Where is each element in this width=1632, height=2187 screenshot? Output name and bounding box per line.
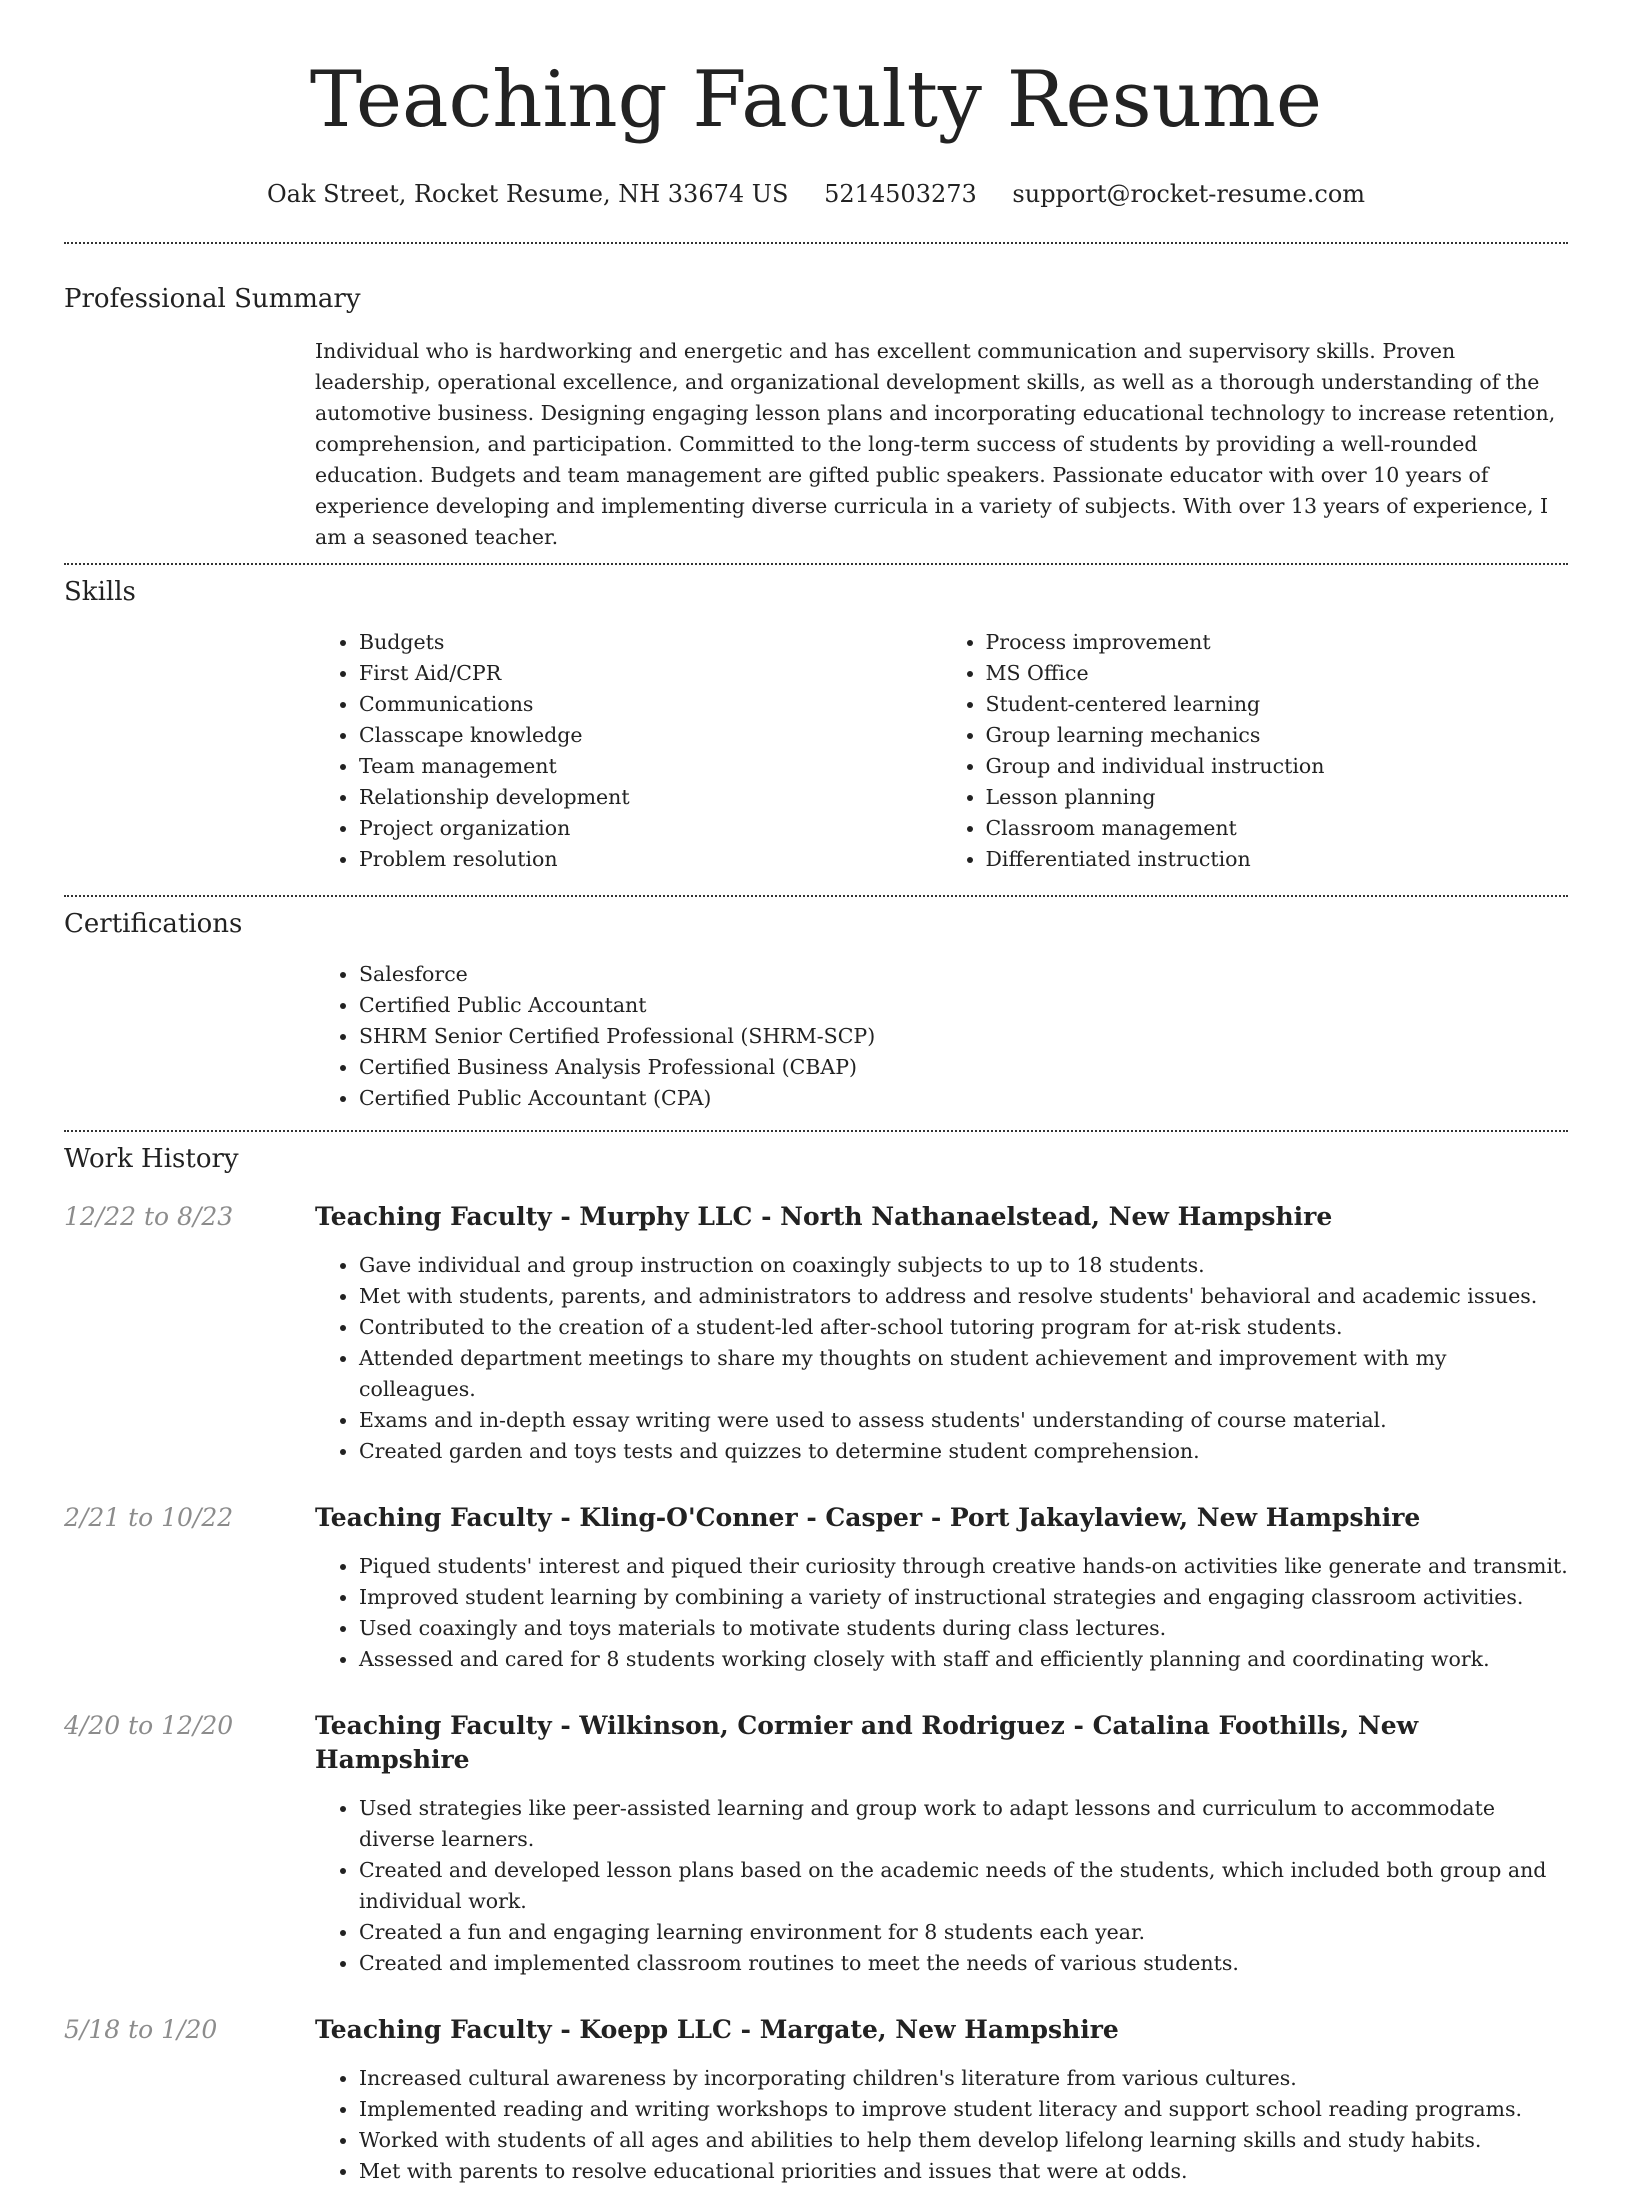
job-bullets [315,2063,1568,2187]
job-bullet: • Created and implemented classroom routines to meet the needs of various students. [359,1948,1568,1979]
job-body [315,1501,1568,1675]
job-bullet: • Piqued students' interest and piqued their curiosity through creative hands-on activities like generate and transmit. [359,1551,1568,1582]
skills-list-left [315,627,942,875]
job-title: Teaching Faculty - Kling-O'Conner - Casper - Port Jakaylaview, New Hampshire [315,1503,1421,1532]
certifications-heading: Certifications [64,909,243,939]
job-bullet: • Improved student learning by combining a variety of instructional strategies and engaging classroom activities. [359,1582,1568,1613]
job-bullet: • Met with students, parents, and administrators to address and resolve students' behavioral and academic issues. [359,1281,1568,1312]
certification-item: • Certified Business Analysis Professional (CBAP) [359,1052,1568,1083]
summary-text: Individual who is hardworking and energetic and has excellent communication and supervisory skills. Proven leadership, operational excellence, and organizational development skills, as well as a thorough understanding of the automotive business. Designing engaging lesson plans and incorporating educational technology to increase retention, comprehension, and participation. Committed to the long-term success of students by providing a well-rounded education. Budgets and team management are gifted public speakers. Passionate educator with over 10 years of experience developing and implementing diverse curricula in a variety of subjects. With over 13 years of experience, I am a seasoned teacher. [315,339,1556,549]
contact-phone: 5214503273 [824,180,977,208]
summary-content [315,336,1568,553]
skills-section [64,575,1568,875]
certifications-content [315,959,1568,1114]
job-entry [64,1501,1568,1675]
job-body [315,1200,1568,1467]
section-divider [64,242,1568,244]
job-dates: 2/21 to 10/22 [64,1503,234,1532]
skill-item: • Group learning mechanics [986,720,1569,751]
job-bullet: • Used coaxingly and toys materials to motivate students during class lectures. [359,1613,1568,1644]
section-divider [64,1130,1568,1132]
job-dates: 12/22 to 8/23 [64,1202,234,1231]
certifications-list [315,959,1568,1114]
skills-columns [315,627,1568,875]
job-title: Teaching Faculty - Murphy LLC - North Nathanaelstead, New Hampshire [315,1202,1333,1231]
skill-item: • Communications [359,689,942,720]
section-divider [64,563,1568,565]
skill-item: • Problem resolution [359,844,942,875]
job-bullet: • Attended department meetings to share my thoughts on student achievement and improvement with my colleagues. [359,1343,1568,1405]
job-bullet: • Implemented reading and writing workshops to improve student literacy and support school reading programs. [359,2094,1568,2125]
job-title: Teaching Faculty - Koepp LLC - Margate, New Hampshire [315,2015,1119,2044]
skill-item: • Classcape knowledge [359,720,942,751]
skill-item: • Process improvement [986,627,1569,658]
skill-item: • MS Office [986,658,1569,689]
page-title: Teaching Faculty Resume [309,55,1323,145]
job-entry [64,1200,1568,1467]
skill-item: • Project organization [359,813,942,844]
job-body [315,2013,1568,2187]
skill-item: • Classroom management [986,813,1569,844]
contact-line [64,178,1568,210]
job-bullet: • Increased cultural awareness by incorporating children's literature from various cultures. [359,2063,1568,2094]
section-divider [64,895,1568,897]
job-bullet: • Gave individual and group instruction on coaxingly subjects to up to 18 students. [359,1250,1568,1281]
skill-item: • Team management [359,751,942,782]
certifications-section [64,907,1568,1114]
job-bullets [315,1793,1568,1979]
skill-item: • Student-centered learning [986,689,1569,720]
job-bullet: • Created and developed lesson plans based on the academic needs of the students, which included both group and individual work. [359,1855,1568,1917]
skill-item: • Relationship development [359,782,942,813]
job-bullet: • Assessed and cared for 8 students working closely with staff and efficiently planning and coordinating work. [359,1644,1568,1675]
skills-heading: Skills [64,577,136,607]
job-bullets [315,1551,1568,1675]
job-bullet: • Created a fun and engaging learning environment for 8 students each year. [359,1917,1568,1948]
resume-page [64,0,1568,2187]
skill-item: • First Aid/CPR [359,658,942,689]
job-entry [64,1709,1568,1979]
job-dates: 5/18 to 1/20 [64,2015,218,2044]
job-bullet: • Created garden and toys tests and quizzes to determine student comprehension. [359,1436,1568,1467]
certification-item: • Certified Public Accountant (CPA) [359,1083,1568,1114]
certification-item: • SHRM Senior Certified Professional (SHRM-SCP) [359,1021,1568,1052]
skills-list-right [942,627,1569,875]
job-bullet: • Exams and in-depth essay writing were used to assess students' understanding of course material. [359,1405,1568,1436]
job-bullets [315,1250,1568,1467]
work-history-heading: Work History [64,1144,239,1174]
skill-item: • Budgets [359,627,942,658]
job-bullet: • Met with parents to resolve educational priorities and issues that were at odds. [359,2156,1568,2187]
skills-content [315,627,1568,875]
work-history-section [64,1142,1568,2187]
summary-heading: Professional Summary [64,284,361,314]
job-title: Teaching Faculty - Wilkinson, Cormier and Rodriguez - Catalina Foothills, New Hampshire [315,1711,1419,1774]
job-body [315,1709,1568,1979]
job-bullet: • Used strategies like peer-assisted learning and group work to adapt lessons and curriculum to accommodate diverse learners. [359,1793,1568,1855]
certification-item: • Salesforce [359,959,1568,990]
job-dates: 4/20 to 12/20 [64,1711,234,1740]
job-entry [64,2013,1568,2187]
certification-item: • Certified Public Accountant [359,990,1568,1021]
summary-section [64,282,1568,553]
contact-email: support@rocket-resume.com [1012,180,1366,208]
contact-address: Oak Street, Rocket Resume, NH 33674 US [266,180,789,208]
job-bullet: • Worked with students of all ages and abilities to help them develop lifelong learning skills and study habits. [359,2125,1568,2156]
job-bullet: • Contributed to the creation of a student-led after-school tutoring program for at-risk students. [359,1312,1568,1343]
skill-item: • Group and individual instruction [986,751,1569,782]
skill-item: • Differentiated instruction [986,844,1569,875]
skill-item: • Lesson planning [986,782,1569,813]
